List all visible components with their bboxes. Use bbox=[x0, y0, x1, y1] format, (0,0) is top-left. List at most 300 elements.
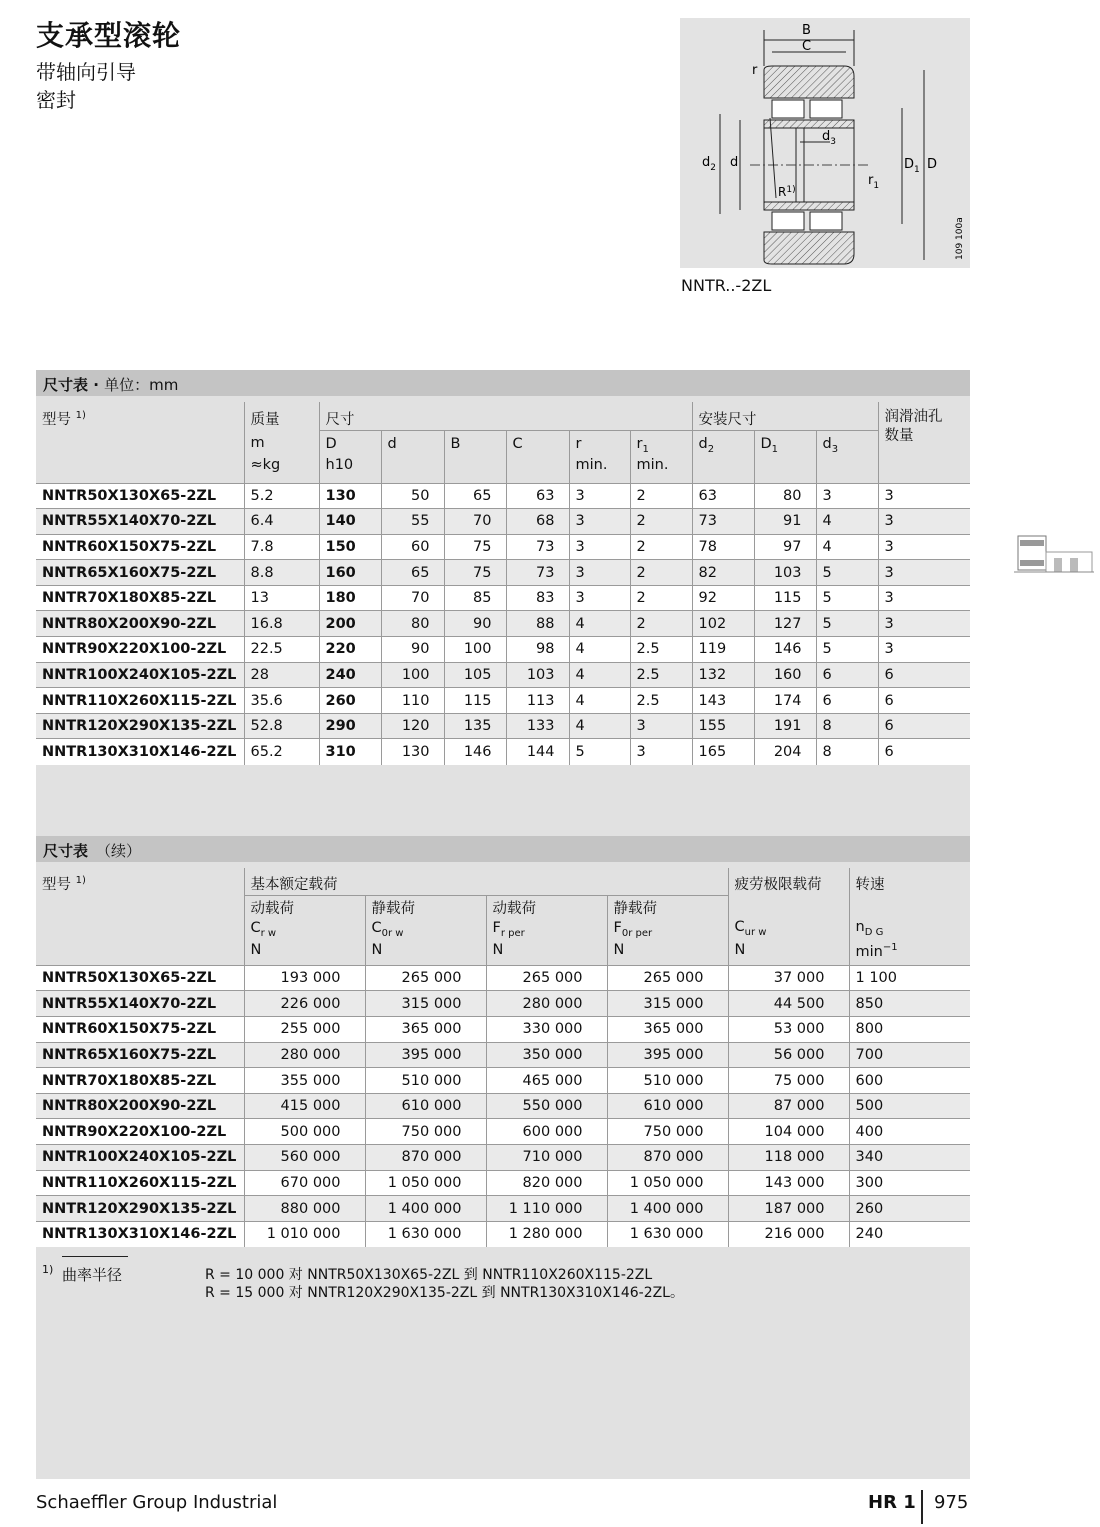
cell-d2: 102 bbox=[692, 611, 754, 637]
table-row bbox=[36, 1042, 970, 1068]
cell-C0rw: 510 000 bbox=[365, 1068, 486, 1094]
cell-r: 4 bbox=[569, 637, 630, 663]
cell-d: 130 bbox=[381, 739, 444, 765]
cell-d: 55 bbox=[381, 509, 444, 535]
cell-r: 3 bbox=[569, 560, 630, 586]
cell-Curw: 75 000 bbox=[728, 1068, 849, 1094]
cell-D1: 174 bbox=[754, 688, 816, 714]
header-D1: $D_1$ bbox=[754, 430, 816, 457]
cell-nDG: 400 bbox=[849, 1119, 970, 1145]
cell-Frper: 550 000 bbox=[486, 1093, 607, 1119]
load-header-fatigue: 疲劳极限载荷 bbox=[728, 868, 849, 895]
cell-d3: 4 bbox=[816, 509, 878, 535]
cell-C0rw: 1 400 000 bbox=[365, 1196, 486, 1222]
label-C: C bbox=[802, 39, 812, 54]
page-subtitle-sealing: 密封 bbox=[36, 88, 76, 112]
cell-r1: 2 bbox=[630, 560, 692, 586]
table-row bbox=[36, 1170, 970, 1196]
cell-nDG: 1 100 bbox=[849, 965, 970, 991]
load-table-body bbox=[36, 965, 970, 1247]
cell-Crw: 193 000 bbox=[244, 965, 365, 991]
table-row bbox=[36, 1145, 970, 1171]
cell-designation: NNTR80X200X90-2ZL bbox=[36, 611, 244, 637]
cell-D1: 204 bbox=[754, 739, 816, 765]
cell-Curw: 187 000 bbox=[728, 1196, 849, 1222]
cell-d: 120 bbox=[381, 713, 444, 739]
unit-crw: N bbox=[244, 942, 365, 965]
cell-C0rw: 610 000 bbox=[365, 1093, 486, 1119]
cell-d3: 5 bbox=[816, 585, 878, 611]
cell-designation: NNTR100X240X105-2ZL bbox=[36, 1145, 244, 1171]
cell-mass: 7.8 bbox=[244, 534, 319, 560]
cell-d3: 8 bbox=[816, 713, 878, 739]
cell-D1: 97 bbox=[754, 534, 816, 560]
cell-r1: 2.5 bbox=[630, 662, 692, 688]
figure-caption: NNTR..-2ZL bbox=[681, 276, 772, 295]
cell-F0rper: 1 400 000 bbox=[607, 1196, 728, 1222]
cell-C: 98 bbox=[506, 637, 569, 663]
header-C: C bbox=[506, 430, 569, 457]
label-r: r bbox=[752, 63, 758, 78]
cell-designation: NNTR100X240X105-2ZL bbox=[36, 662, 244, 688]
table-row bbox=[36, 509, 970, 535]
cell-D: 150 bbox=[319, 534, 381, 560]
label-r1: r bbox=[868, 173, 874, 188]
cell-C: 88 bbox=[506, 611, 569, 637]
header-D: D bbox=[319, 430, 381, 457]
cell-r: 4 bbox=[569, 688, 630, 714]
cell-designation: NNTR70X180X85-2ZL bbox=[36, 1068, 244, 1094]
load-header-curw: $C_{ur w}$ bbox=[728, 895, 849, 942]
cell-D: 130 bbox=[319, 483, 381, 509]
cell-C0rw: 1 050 000 bbox=[365, 1170, 486, 1196]
footer-company: Schaeffler Group Industrial bbox=[36, 1492, 278, 1513]
cell-Curw: 44 500 bbox=[728, 991, 849, 1017]
cell-d3: 8 bbox=[816, 739, 878, 765]
cell-d: 65 bbox=[381, 560, 444, 586]
table1-title-unit: 单位：mm bbox=[104, 376, 179, 394]
cell-d2: 155 bbox=[692, 713, 754, 739]
cell-r: 5 bbox=[569, 739, 630, 765]
cell-holes: 3 bbox=[878, 585, 970, 611]
cell-d: 100 bbox=[381, 662, 444, 688]
header-r1: $r_1$ bbox=[630, 430, 692, 457]
cell-B: 75 bbox=[444, 534, 506, 560]
label-R-sup: 1) bbox=[786, 185, 796, 195]
cell-d2: 63 bbox=[692, 483, 754, 509]
cell-C0rw: 750 000 bbox=[365, 1119, 486, 1145]
cell-D: 160 bbox=[319, 560, 381, 586]
cell-Crw: 415 000 bbox=[244, 1093, 365, 1119]
cell-r1: 2 bbox=[630, 585, 692, 611]
cell-C0rw: 1 630 000 bbox=[365, 1221, 486, 1247]
table2-title-cont: （续） bbox=[96, 842, 142, 860]
cell-r: 4 bbox=[569, 611, 630, 637]
cell-D: 200 bbox=[319, 611, 381, 637]
cell-designation: NNTR110X260X115-2ZL bbox=[36, 688, 244, 714]
cell-Crw: 226 000 bbox=[244, 991, 365, 1017]
cell-d: 60 bbox=[381, 534, 444, 560]
bearing-cross-section-drawing bbox=[680, 18, 970, 268]
cell-r1: 3 bbox=[630, 739, 692, 765]
cell-Crw: 670 000 bbox=[244, 1170, 365, 1196]
header-mounting-dimensions: 安装尺寸 bbox=[692, 402, 878, 430]
load-header-ndg: $n_{D G}$ bbox=[849, 895, 970, 942]
cell-C: 63 bbox=[506, 483, 569, 509]
cell-designation: NNTR70X180X85-2ZL bbox=[36, 585, 244, 611]
header-D-tolerance: h10 bbox=[319, 457, 381, 483]
unit-frper: N bbox=[486, 942, 607, 965]
cell-C: 103 bbox=[506, 662, 569, 688]
table-row bbox=[36, 1093, 970, 1119]
cell-designation: NNTR130X310X146-2ZL bbox=[36, 1221, 244, 1247]
cell-C: 83 bbox=[506, 585, 569, 611]
cell-holes: 3 bbox=[878, 534, 970, 560]
cell-F0rper: 265 000 bbox=[607, 965, 728, 991]
cell-designation: NNTR130X310X146-2ZL bbox=[36, 739, 244, 765]
cell-D1: 127 bbox=[754, 611, 816, 637]
drawing-id: 109 100a bbox=[955, 217, 965, 260]
cell-d: 50 bbox=[381, 483, 444, 509]
table-row bbox=[36, 560, 970, 586]
cell-designation: NNTR65X160X75-2ZL bbox=[36, 560, 244, 586]
cell-nDG: 340 bbox=[849, 1145, 970, 1171]
cell-Curw: 216 000 bbox=[728, 1221, 849, 1247]
cell-C0rw: 870 000 bbox=[365, 1145, 486, 1171]
cell-nDG: 240 bbox=[849, 1221, 970, 1247]
header-designation: 型号 $^{1)}$ bbox=[36, 402, 244, 483]
cell-d2: 92 bbox=[692, 585, 754, 611]
cell-holes: 3 bbox=[878, 483, 970, 509]
table-row bbox=[36, 611, 970, 637]
cell-Curw: 104 000 bbox=[728, 1119, 849, 1145]
table1-title-bold: 尺寸表 · bbox=[43, 376, 105, 394]
cell-Frper: 1 280 000 bbox=[486, 1221, 607, 1247]
table-row bbox=[36, 1017, 970, 1043]
cell-F0rper: 750 000 bbox=[607, 1119, 728, 1145]
cell-nDG: 600 bbox=[849, 1068, 970, 1094]
table2-title-bold: 尺寸表 bbox=[43, 842, 89, 860]
cell-Curw: 87 000 bbox=[728, 1093, 849, 1119]
footer-divider bbox=[921, 1490, 923, 1524]
header-mass: 质量 bbox=[244, 402, 319, 430]
cell-Crw: 1 010 000 bbox=[244, 1221, 365, 1247]
cell-nDG: 260 bbox=[849, 1196, 970, 1222]
page-subtitle-guidance: 带轴向引导 bbox=[36, 60, 136, 84]
table-row bbox=[36, 534, 970, 560]
footer-catalog: HR 1 bbox=[868, 1492, 916, 1513]
table-row bbox=[36, 965, 970, 991]
svg-text:d3 bbox=[822, 129, 836, 147]
header-r-min: min. bbox=[569, 457, 630, 483]
footnote-mark: 1) bbox=[42, 1263, 54, 1276]
cell-mass: 8.8 bbox=[244, 560, 319, 586]
cell-Frper: 820 000 bbox=[486, 1170, 607, 1196]
cell-B: 115 bbox=[444, 688, 506, 714]
header-d2: $d_2$ bbox=[692, 430, 754, 457]
cell-D1: 80 bbox=[754, 483, 816, 509]
cell-r: 3 bbox=[569, 585, 630, 611]
cell-r: 4 bbox=[569, 662, 630, 688]
cell-F0rper: 1 630 000 bbox=[607, 1221, 728, 1247]
cell-designation: NNTR55X140X70-2ZL bbox=[36, 509, 244, 535]
cell-F0rper: 510 000 bbox=[607, 1068, 728, 1094]
cell-designation: NNTR50X130X65-2ZL bbox=[36, 483, 244, 509]
cell-designation: NNTR80X200X90-2ZL bbox=[36, 1093, 244, 1119]
cell-D: 260 bbox=[319, 688, 381, 714]
cell-F0rper: 315 000 bbox=[607, 991, 728, 1017]
cell-Curw: 37 000 bbox=[728, 965, 849, 991]
table-row bbox=[36, 637, 970, 663]
drawing-svg bbox=[680, 18, 970, 268]
label-D: D bbox=[927, 157, 938, 172]
cell-nDG: 850 bbox=[849, 991, 970, 1017]
load-header-speed: 转速 bbox=[849, 868, 970, 895]
cell-D1: 91 bbox=[754, 509, 816, 535]
cell-d3: 3 bbox=[816, 483, 878, 509]
svg-text:R1) bbox=[778, 185, 796, 199]
cell-C0rw: 395 000 bbox=[365, 1042, 486, 1068]
cell-d3: 5 bbox=[816, 611, 878, 637]
footnote-rule bbox=[62, 1256, 128, 1257]
cell-r: 4 bbox=[569, 713, 630, 739]
cell-holes: 6 bbox=[878, 688, 970, 714]
cell-mass: 6.4 bbox=[244, 509, 319, 535]
cell-B: 85 bbox=[444, 585, 506, 611]
cell-nDG: 500 bbox=[849, 1093, 970, 1119]
cell-Crw: 880 000 bbox=[244, 1196, 365, 1222]
cell-B: 90 bbox=[444, 611, 506, 637]
cell-r: 3 bbox=[569, 483, 630, 509]
cell-Frper: 265 000 bbox=[486, 965, 607, 991]
cell-mass: 5.2 bbox=[244, 483, 319, 509]
cell-r: 3 bbox=[569, 534, 630, 560]
cell-D1: 103 bbox=[754, 560, 816, 586]
cell-r1: 2 bbox=[630, 534, 692, 560]
cell-Curw: 118 000 bbox=[728, 1145, 849, 1171]
label-d2: d bbox=[702, 155, 711, 170]
cell-F0rper: 1 050 000 bbox=[607, 1170, 728, 1196]
cell-Curw: 56 000 bbox=[728, 1042, 849, 1068]
footnote-label: 曲率半径 bbox=[62, 1266, 123, 1284]
cell-C: 144 bbox=[506, 739, 569, 765]
cell-D: 290 bbox=[319, 713, 381, 739]
cell-F0rper: 610 000 bbox=[607, 1093, 728, 1119]
cell-d2: 78 bbox=[692, 534, 754, 560]
dimension-table bbox=[36, 402, 970, 765]
cell-d2: 119 bbox=[692, 637, 754, 663]
cell-nDG: 800 bbox=[849, 1017, 970, 1043]
cell-mass: 35.6 bbox=[244, 688, 319, 714]
table1-title bbox=[36, 370, 970, 396]
cell-r1: 2 bbox=[630, 611, 692, 637]
cell-Frper: 1 110 000 bbox=[486, 1196, 607, 1222]
cell-nDG: 700 bbox=[849, 1042, 970, 1068]
cell-Frper: 350 000 bbox=[486, 1042, 607, 1068]
cell-C: 73 bbox=[506, 534, 569, 560]
svg-text:D1 bbox=[904, 157, 920, 175]
label-r1-sub: 1 bbox=[873, 181, 880, 191]
cell-mass: 52.8 bbox=[244, 713, 319, 739]
cell-B: 100 bbox=[444, 637, 506, 663]
table-row bbox=[36, 1068, 970, 1094]
cell-r1: 3 bbox=[630, 713, 692, 739]
footnote-line-2: R = 15 000 对 NNTR120X290X135-2ZL 到 NNTR130X310X146-2ZL。 bbox=[205, 1285, 684, 1301]
cell-designation: NNTR120X290X135-2ZL bbox=[36, 1196, 244, 1222]
cell-designation: NNTR90X220X100-2ZL bbox=[36, 637, 244, 663]
cell-mass: 65.2 bbox=[244, 739, 319, 765]
cell-D: 220 bbox=[319, 637, 381, 663]
table-row bbox=[36, 688, 970, 714]
table-row bbox=[36, 991, 970, 1017]
load-table bbox=[36, 868, 970, 1247]
label-d2-sub: 2 bbox=[710, 163, 716, 173]
cell-Frper: 710 000 bbox=[486, 1145, 607, 1171]
cell-designation: NNTR120X290X135-2ZL bbox=[36, 713, 244, 739]
svg-text:r1 bbox=[868, 173, 879, 191]
cell-designation: NNTR60X150X75-2ZL bbox=[36, 534, 244, 560]
cell-D1: 115 bbox=[754, 585, 816, 611]
label-d3-sub: 3 bbox=[830, 137, 836, 147]
cell-holes: 3 bbox=[878, 509, 970, 535]
cell-Curw: 143 000 bbox=[728, 1170, 849, 1196]
cell-mass: 22.5 bbox=[244, 637, 319, 663]
cell-d2: 82 bbox=[692, 560, 754, 586]
table-row bbox=[36, 662, 970, 688]
cell-F0rper: 395 000 bbox=[607, 1042, 728, 1068]
cell-designation: NNTR110X260X115-2ZL bbox=[36, 1170, 244, 1196]
cell-D1: 191 bbox=[754, 713, 816, 739]
cell-Crw: 500 000 bbox=[244, 1119, 365, 1145]
cell-d: 90 bbox=[381, 637, 444, 663]
cell-r1: 2.5 bbox=[630, 688, 692, 714]
load-header-frper: 动载荷 $F_{r per}$ bbox=[486, 895, 607, 942]
cell-d2: 73 bbox=[692, 509, 754, 535]
cell-C: 133 bbox=[506, 713, 569, 739]
table2-title bbox=[36, 836, 970, 862]
header-r1-min: min. bbox=[630, 457, 692, 483]
load-header-basic: 基本额定载荷 bbox=[244, 868, 728, 895]
cell-mass: 13 bbox=[244, 585, 319, 611]
cell-B: 70 bbox=[444, 509, 506, 535]
cell-r1: 2.5 bbox=[630, 637, 692, 663]
cell-F0rper: 365 000 bbox=[607, 1017, 728, 1043]
cell-d3: 5 bbox=[816, 637, 878, 663]
cell-nDG: 300 bbox=[849, 1170, 970, 1196]
label-R: R bbox=[778, 185, 787, 199]
cell-D: 140 bbox=[319, 509, 381, 535]
unit-curw: N bbox=[728, 942, 849, 965]
table-row bbox=[36, 1221, 970, 1247]
cell-D: 310 bbox=[319, 739, 381, 765]
footnote-line-1: R = 10 000 对 NNTR50X130X65-2ZL 到 NNTR110X260X115-2ZL bbox=[205, 1267, 653, 1283]
page-title: 支承型滚轮 bbox=[36, 19, 182, 52]
cell-d2: 143 bbox=[692, 688, 754, 714]
cell-holes: 6 bbox=[878, 662, 970, 688]
cell-d: 80 bbox=[381, 611, 444, 637]
cell-C: 68 bbox=[506, 509, 569, 535]
cell-B: 146 bbox=[444, 739, 506, 765]
load-header-c0rw: 静载荷 $C_{0r w}$ bbox=[365, 895, 486, 942]
cell-D: 240 bbox=[319, 662, 381, 688]
footer-page-number: 975 bbox=[934, 1492, 969, 1513]
cell-d: 70 bbox=[381, 585, 444, 611]
cell-Frper: 600 000 bbox=[486, 1119, 607, 1145]
cell-Curw: 53 000 bbox=[728, 1017, 849, 1043]
header-dimensions: 尺寸 bbox=[319, 402, 692, 430]
cell-d3: 4 bbox=[816, 534, 878, 560]
cell-designation: NNTR90X220X100-2ZL bbox=[36, 1119, 244, 1145]
unit-f0rper: N bbox=[607, 942, 728, 965]
cell-d3: 6 bbox=[816, 688, 878, 714]
cell-d2: 165 bbox=[692, 739, 754, 765]
header-B: B bbox=[444, 430, 506, 457]
cell-r1: 2 bbox=[630, 509, 692, 535]
cell-Crw: 560 000 bbox=[244, 1145, 365, 1171]
cell-C0rw: 365 000 bbox=[365, 1017, 486, 1043]
cell-designation: NNTR65X160X75-2ZL bbox=[36, 1042, 244, 1068]
label-d: d bbox=[730, 155, 739, 170]
table-row bbox=[36, 483, 970, 509]
cell-d2: 132 bbox=[692, 662, 754, 688]
cell-C0rw: 315 000 bbox=[365, 991, 486, 1017]
cell-Crw: 280 000 bbox=[244, 1042, 365, 1068]
header-mass-unit: m bbox=[244, 430, 319, 457]
label-B: B bbox=[802, 23, 811, 38]
cell-C0rw: 265 000 bbox=[365, 965, 486, 991]
cell-D: 180 bbox=[319, 585, 381, 611]
cell-d3: 6 bbox=[816, 662, 878, 688]
cell-C: 113 bbox=[506, 688, 569, 714]
header-lube-holes: 润滑油孔 数量 bbox=[878, 402, 970, 483]
cell-Frper: 280 000 bbox=[486, 991, 607, 1017]
cell-B: 65 bbox=[444, 483, 506, 509]
cell-Frper: 465 000 bbox=[486, 1068, 607, 1094]
table-row bbox=[36, 1196, 970, 1222]
load-header-crw: 动载荷 $C_{r w}$ bbox=[244, 895, 365, 942]
bearing-thumbnail-icon bbox=[1014, 530, 1094, 580]
cell-r1: 2 bbox=[630, 483, 692, 509]
cell-mass: 16.8 bbox=[244, 611, 319, 637]
cell-Crw: 255 000 bbox=[244, 1017, 365, 1043]
cell-C: 73 bbox=[506, 560, 569, 586]
label-D1-sub: 1 bbox=[914, 165, 920, 175]
label-d3: d bbox=[822, 129, 831, 144]
load-header-f0rper: 静载荷 $F_{0r per}$ bbox=[607, 895, 728, 942]
unit-c0rw: N bbox=[365, 942, 486, 965]
cell-B: 105 bbox=[444, 662, 506, 688]
header-d3: $d_3$ bbox=[816, 430, 878, 457]
dimension-table-body bbox=[36, 483, 970, 765]
svg-text:d2 bbox=[702, 155, 716, 173]
cell-D1: 160 bbox=[754, 662, 816, 688]
cell-d: 110 bbox=[381, 688, 444, 714]
table-row bbox=[36, 739, 970, 765]
label-D1: D bbox=[904, 157, 915, 172]
cell-d3: 5 bbox=[816, 560, 878, 586]
cell-B: 75 bbox=[444, 560, 506, 586]
cell-holes: 3 bbox=[878, 560, 970, 586]
cell-F0rper: 870 000 bbox=[607, 1145, 728, 1171]
load-header-designation: 型号 $^{1)}$ bbox=[36, 868, 244, 965]
table-row bbox=[36, 713, 970, 739]
cell-mass: 28 bbox=[244, 662, 319, 688]
cell-Crw: 355 000 bbox=[244, 1068, 365, 1094]
cell-D1: 146 bbox=[754, 637, 816, 663]
cell-holes: 6 bbox=[878, 739, 970, 765]
cell-holes: 3 bbox=[878, 611, 970, 637]
table-row bbox=[36, 1119, 970, 1145]
